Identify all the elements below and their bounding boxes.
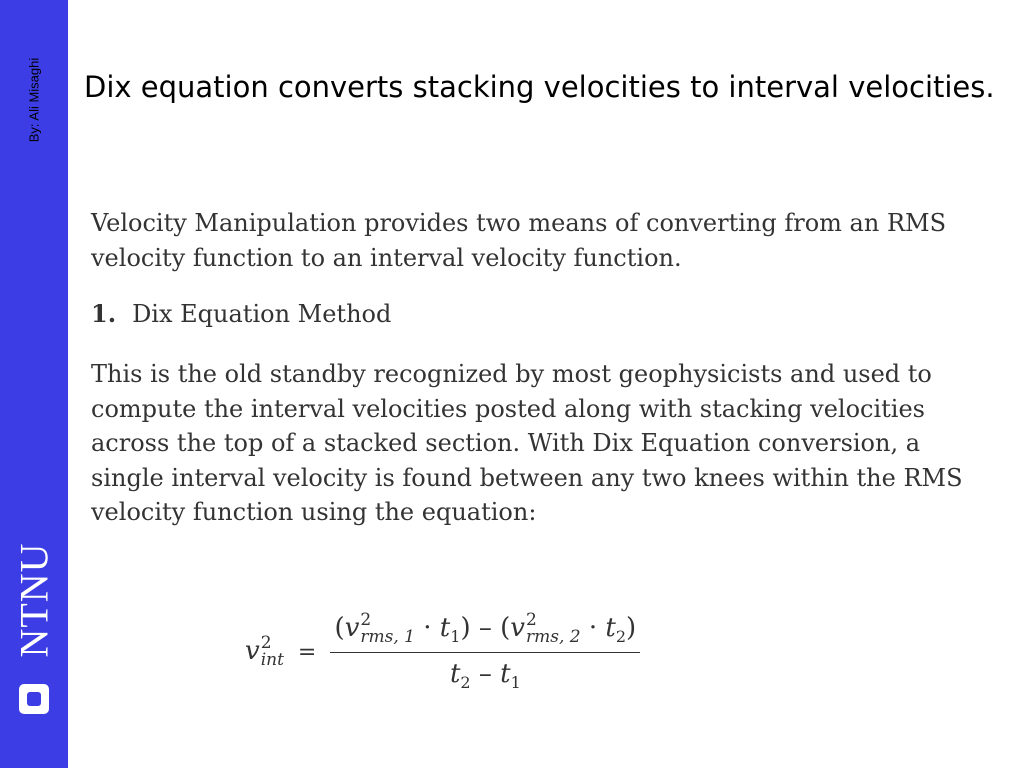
t-term-1: t (439, 613, 451, 643)
v-term-1: v (344, 613, 360, 643)
denominator-t1-subscript: 1 (510, 673, 521, 692)
t-term-2: t (605, 613, 616, 643)
dot-operator-2: · (588, 613, 598, 643)
lhs-superscript: 2 (260, 633, 272, 653)
ntnu-logo-icon (19, 684, 49, 714)
v2-superscript: 2 (525, 610, 537, 630)
equation-numerator (335, 612, 637, 646)
dix-equation (245, 612, 640, 692)
method-label: Dix Equation Method (132, 300, 392, 328)
t2-subscript: 2 (615, 627, 627, 646)
author-label: By: Ali Misaghi (26, 57, 42, 143)
intro-paragraph: Velocity Manipulation provides two means of converting from an RMS velocity function to an interval velocity function. (91, 209, 947, 272)
minus-operator: – (478, 613, 492, 643)
equation-lhs (245, 635, 284, 669)
description-paragraph: This is the old standby recognized by most geophysicists and used to compute the interval velocities posted along with stacking velocities across the top of a stacked section. With Dix Equation conversion, a single interval velocity is found between any two knees within the RMS velocity function using the equation: (91, 360, 963, 526)
paren-open-1: ( (334, 613, 345, 643)
denominator-minus: – (478, 659, 492, 689)
v-term-2: v (510, 613, 525, 643)
lhs-variable: v (245, 636, 260, 666)
paren-close-1: ) (460, 613, 471, 643)
sidebar (0, 0, 68, 768)
paren-open-2: ( (500, 613, 511, 643)
dot-operator-1: · (423, 613, 432, 643)
equation-denominator (450, 659, 521, 692)
method-number: 1. (91, 299, 117, 328)
equals-sign: = (297, 639, 317, 665)
lhs-subscript: int (260, 650, 284, 670)
method-heading (91, 297, 991, 332)
ntnu-logo-text: NTNU (11, 542, 57, 658)
v1-subscript: rms, 1 (360, 627, 415, 647)
slide-title: Dix equation converts stacking velocities to interval velocities. (84, 70, 995, 104)
v1-superscript: 2 (360, 610, 372, 630)
denominator-t2-subscript: 2 (460, 673, 471, 692)
paren-close-2: ) (626, 613, 637, 643)
equation-fraction (330, 612, 640, 692)
t1-subscript: 1 (450, 627, 461, 646)
denominator-t1: t (500, 659, 511, 689)
denominator-t2: t (449, 659, 461, 689)
v2-subscript: rms, 2 (525, 627, 581, 647)
fraction-bar (330, 652, 640, 653)
